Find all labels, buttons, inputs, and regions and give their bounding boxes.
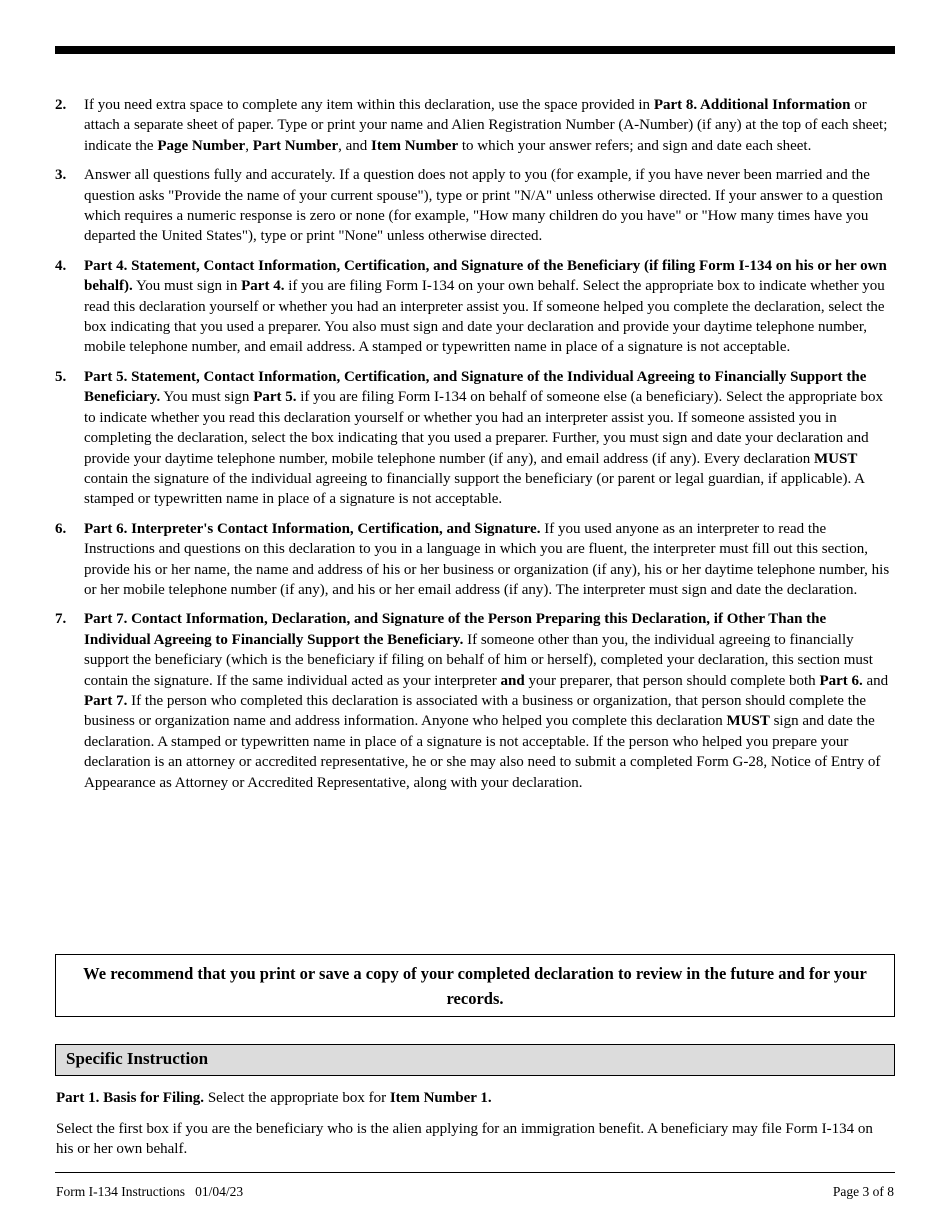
- bold-text: Item Number: [371, 137, 459, 154]
- footer-form-id: Form I-134 Instructions 01/04/23: [56, 1184, 244, 1199]
- text: your preparer, that person should complete both: [524, 672, 820, 689]
- text: and: [862, 672, 889, 689]
- item-text: [84, 519, 895, 601]
- instruction-list: [55, 95, 895, 802]
- bold-text: Part 4. Statement, Contact Information, Certification, and Signature of the Beneficiary (if filing Form I-134 on his or her own behalf).: [84, 257, 887, 295]
- text: if you are filing Form I-134 on your own behalf. Select the appropriate box to indicate whether you read this declaration yourself or whether you had an interpreter assist you. If someone helped you complete the declaration, select the box indicating that you used a preparer. You also must sign and date your declaration and provide your daytime telephone number, mobile telephone number, and email address. A stamped or typewritten name in place of a signature is not acceptable.: [84, 278, 885, 356]
- item-number: 6.: [55, 520, 67, 537]
- bold-text: Part 7.: [84, 692, 128, 709]
- bold-text: Part 6.: [819, 672, 863, 689]
- bold-text: Part 4.: [241, 278, 285, 295]
- list-item: [55, 256, 895, 358]
- list-item: [55, 95, 895, 156]
- bold-text: and: [500, 672, 525, 689]
- text: Answer all questions fully and accurately. If a question does not apply to you (for example, if you have never been married and the question asks "Provide the name of your current spouse"), type or print "N/A" unless otherwise directed. If your answer to a question which requires a numeric response is zero or none (for example, "How many children do you have" or "How many times have you departed the United States"), type or print "None" unless otherwise directed.: [84, 167, 883, 245]
- part1-line: [56, 1088, 894, 1108]
- list-item: [55, 519, 895, 601]
- bold-text: MUST: [726, 713, 770, 730]
- section-header: [55, 1044, 895, 1076]
- item-number: 7.: [55, 611, 67, 628]
- bold-text: Part 6. Interpreter's Contact Information, Certification, and Signature.: [84, 520, 541, 537]
- text: contain the signature of the individual agreeing to financially support the beneficiary (or parent or legal guardian, if applicable). A stamped or typewritten name in place of a signature is not acceptable.: [84, 470, 865, 508]
- footer-page-number: Page 3 of 8: [832, 1184, 894, 1199]
- part1-paragraph: Select the first box if you are the beneficiary who is the alien applying for an immigration benefit. A beneficiary may file Form I-134 on his or her own behalf.: [56, 1121, 873, 1158]
- text: If you need extra space to complete any item within this declaration, use the space provided in: [84, 97, 654, 113]
- bold-text: Part 5.: [253, 389, 297, 406]
- footer-rule: [55, 1172, 895, 1173]
- section-title: Specific Instruction: [66, 1049, 209, 1068]
- text: ,: [245, 137, 253, 154]
- bold-text: MUST: [813, 450, 858, 467]
- recommendation-text: We recommend that you print or save a copy of your completed declaration to review in the future and for your records.: [83, 963, 867, 1008]
- list-item: [55, 367, 895, 510]
- bold-text: Page Number: [157, 137, 246, 154]
- item-text: [84, 367, 895, 510]
- text: sign and date the declaration. A stamped or typewritten name in place of a signature is not acceptable. If the person who helped you prepare your declaration is an attorney or accredited representative, he or she may also need to submit a completed Form G-28, Notice of Entry of Appearance as Attorney or Accredited Representative, along with your declaration.: [84, 713, 881, 791]
- text: You must sign: [160, 389, 254, 406]
- part1-heading: Part 1. Basis for Filing.: [56, 1090, 205, 1106]
- list-item: [55, 609, 895, 793]
- item-number: 2.: [55, 97, 67, 113]
- header-rule: [55, 46, 895, 54]
- bold-text: Part 7. Contact Information, Declaration, and Signature of the Person Preparing this Declaration, if Other Than the Individual Agreeing to Financially Support the Beneficiary.: [84, 611, 827, 648]
- part1-item-ref: Item Number 1.: [389, 1090, 492, 1106]
- bold-text: Part 5. Statement, Contact Information, Certification, and Signature of the Individual Agreeing to Financially Support the Beneficiary.: [84, 368, 867, 406]
- text: or attach a separate sheet of paper. Type or print your name and Alien Registration Number (A-Number) (if any) at the top of each sheet; indicate the: [84, 97, 888, 154]
- item-text: [84, 609, 895, 793]
- text: If someone other than you, the individual agreeing to financially support the beneficiary (which is the beneficiary if filing on behalf of him or herself), completed your declaration, this section must contain the signature. If the same individual acted as your interpreter: [84, 631, 873, 689]
- item-number: 3.: [55, 167, 67, 184]
- text: if you are filing Form I-134 on behalf of someone else (a beneficiary). Select the appropriate box to indicate whether you read this declaration yourself or whether you had an interpreter assist you. If someone assisted you in completing the declaration, select the box indicating that you used a preparer. Further, you must sign and date your declaration and provide your daytime telephone number, mobile telephone number (if any), and email address (if any). Every declaration: [84, 389, 883, 467]
- text: If you used anyone as an interpreter to read the Instructions and questions on this declaration to you in a language in which you are fluent, the interpreter must fill out this section, provide his or her name, the name and address of his or her business or organization (if any), his or her daytime telephone number, his or her mobile telephone number (if any), and his or her email address (if any). The interpreter must sign and date the declaration.: [84, 520, 890, 598]
- item-text: [84, 165, 895, 247]
- part1-text: Select the appropriate box for: [204, 1090, 390, 1106]
- bold-text: Part Number: [252, 137, 339, 154]
- bold-text: Part 8. Additional Information: [653, 97, 851, 113]
- item-text: [84, 256, 895, 358]
- text: If the person who completed this declaration is associated with a business or organization, that person should complete the business or organization name and address information. Anyone who helped you complete this declaration: [84, 692, 867, 730]
- item-number: 5.: [55, 368, 67, 385]
- item-text: [84, 95, 895, 156]
- text: , and: [338, 137, 372, 154]
- text: to which your answer refers; and sign and date each sheet.: [458, 137, 812, 154]
- recommendation-box: [55, 954, 895, 1017]
- item-number: 4.: [55, 257, 67, 274]
- text: You must sign in: [132, 278, 242, 295]
- list-item: [55, 165, 895, 247]
